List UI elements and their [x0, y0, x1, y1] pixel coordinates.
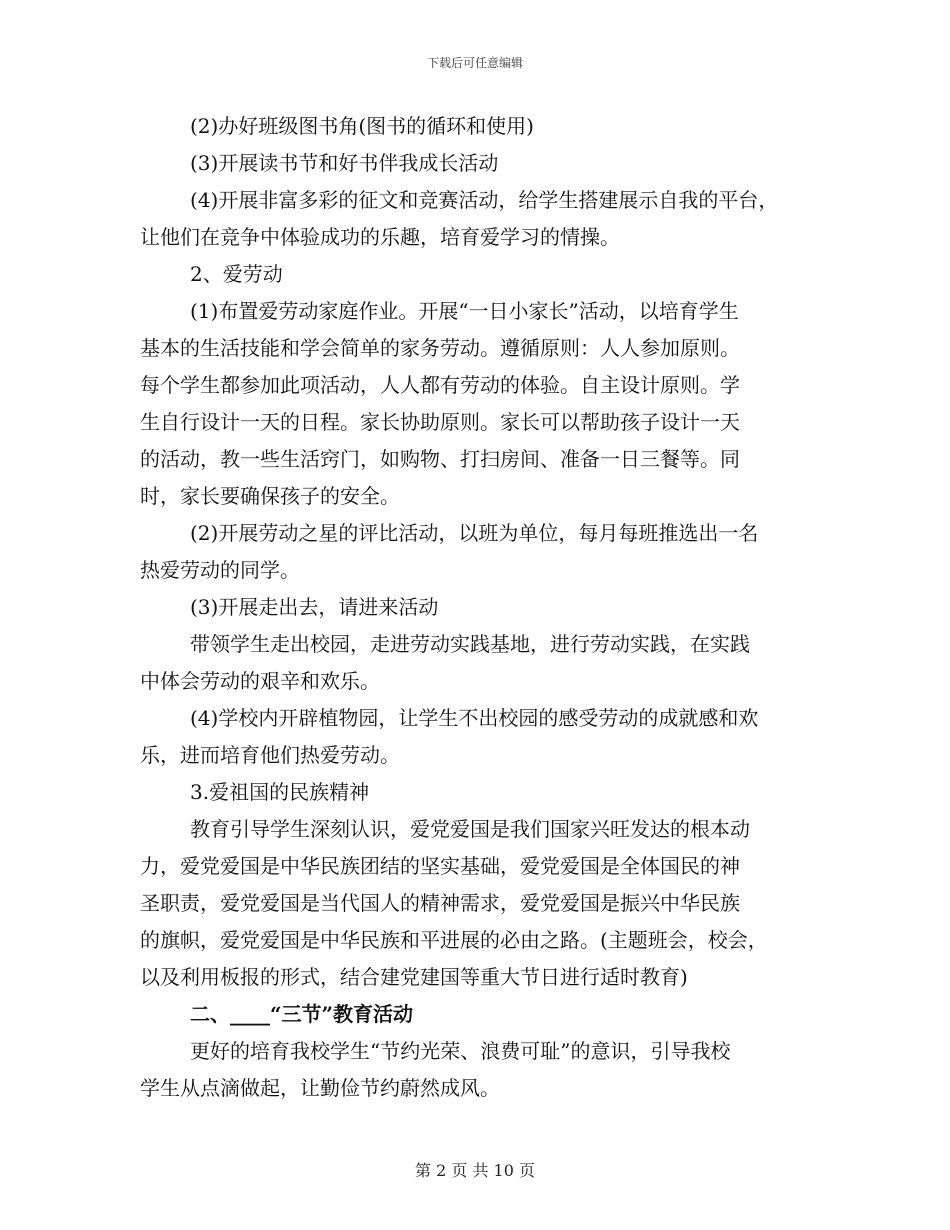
paragraph-line: 乐，进而培育他们热爱劳动。: [140, 743, 400, 767]
paragraph-line: 以及利用板报的形式，结合建党建国等重大节日进行适时教育): [140, 965, 688, 989]
paragraph-line: 每个学生都参加此项活动，人人都有劳动的体验。自主设计原则。学: [140, 373, 740, 397]
paragraph-line: (2)办好班级图书角(图书的循环和使用): [190, 114, 534, 138]
paragraph-line: 圣职责，爱党爱国是当代国人的精神需求，爱党爱国是振兴中华民族: [140, 891, 740, 915]
page-number-footer: 第 2 页 共 10 页: [415, 1161, 535, 1180]
paragraph-line: 学生从点滴做起，让勤俭节约蔚然成风。: [140, 1076, 500, 1100]
paragraph-line: 热爱劳动的同学。: [140, 558, 300, 582]
paragraph-line: (2)开展劳动之星的评比活动，以班为单位，每月每班推选出一名: [190, 521, 759, 545]
section-heading: 3.爱祖国的民族精神: [190, 780, 370, 804]
paragraph-line: 基本的生活技能和学会简单的家务劳动。遵循原则：人人参加原则。: [140, 336, 740, 360]
paragraph-line: 时，家长要确保孩子的安全。: [140, 484, 400, 508]
paragraph-line: (3)开展走出去，请进来活动: [190, 595, 439, 619]
paragraph-line: 中体会劳动的艰辛和欢乐。: [140, 669, 380, 693]
paragraph-line: (4)开展非富多彩的征文和竞赛活动，给学生搭建展示自我的平台，: [190, 188, 779, 212]
paragraph-line: 生自行设计一天的日程。家长协助原则。家长可以帮助孩子设计一天: [140, 410, 740, 434]
paragraph-line: (4)学校内开辟植物园，让学生不出校园的感受劳动的成就感和欢: [190, 706, 759, 730]
paragraph-line: (3)开展读书节和好书伴我成长活动: [190, 151, 499, 175]
page-header: 下载后可任意编辑: [426, 56, 523, 70]
paragraph-line: 的活动，教一些生活窍门，如购物、打扫房间、准备一日三餐等。同: [140, 447, 740, 471]
document-body: [140, 108, 830, 1107]
chapter-heading: 二、____“三节”教育活动: [190, 1002, 414, 1026]
paragraph-line: 让他们在竞争中体验成功的乐趣，培育爱学习的情操。: [140, 225, 620, 249]
paragraph-line: 教育引导学生深刻认识，爱党爱国是我们国家兴旺发达的根本动: [190, 817, 750, 841]
paragraph-line: 更好的培育我校学生“节约光荣、浪费可耻”的意识，引导我校: [190, 1039, 731, 1063]
paragraph-line: 力，爱党爱国是中华民族团结的坚实基础，爱党爱国是全体国民的神: [140, 854, 740, 878]
paragraph-line: 带领学生走出校园，走进劳动实践基地，进行劳动实践，在实践: [190, 632, 750, 656]
section-heading: 2、爱劳动: [190, 262, 283, 286]
paragraph-line: (1)布置爱劳动家庭作业。开展“一日小家长”活动，以培育学生: [190, 299, 739, 323]
paragraph-line: 的旗帜，爱党爱国是中华民族和平进展的必由之路。(主题班会，校会，: [140, 928, 768, 952]
